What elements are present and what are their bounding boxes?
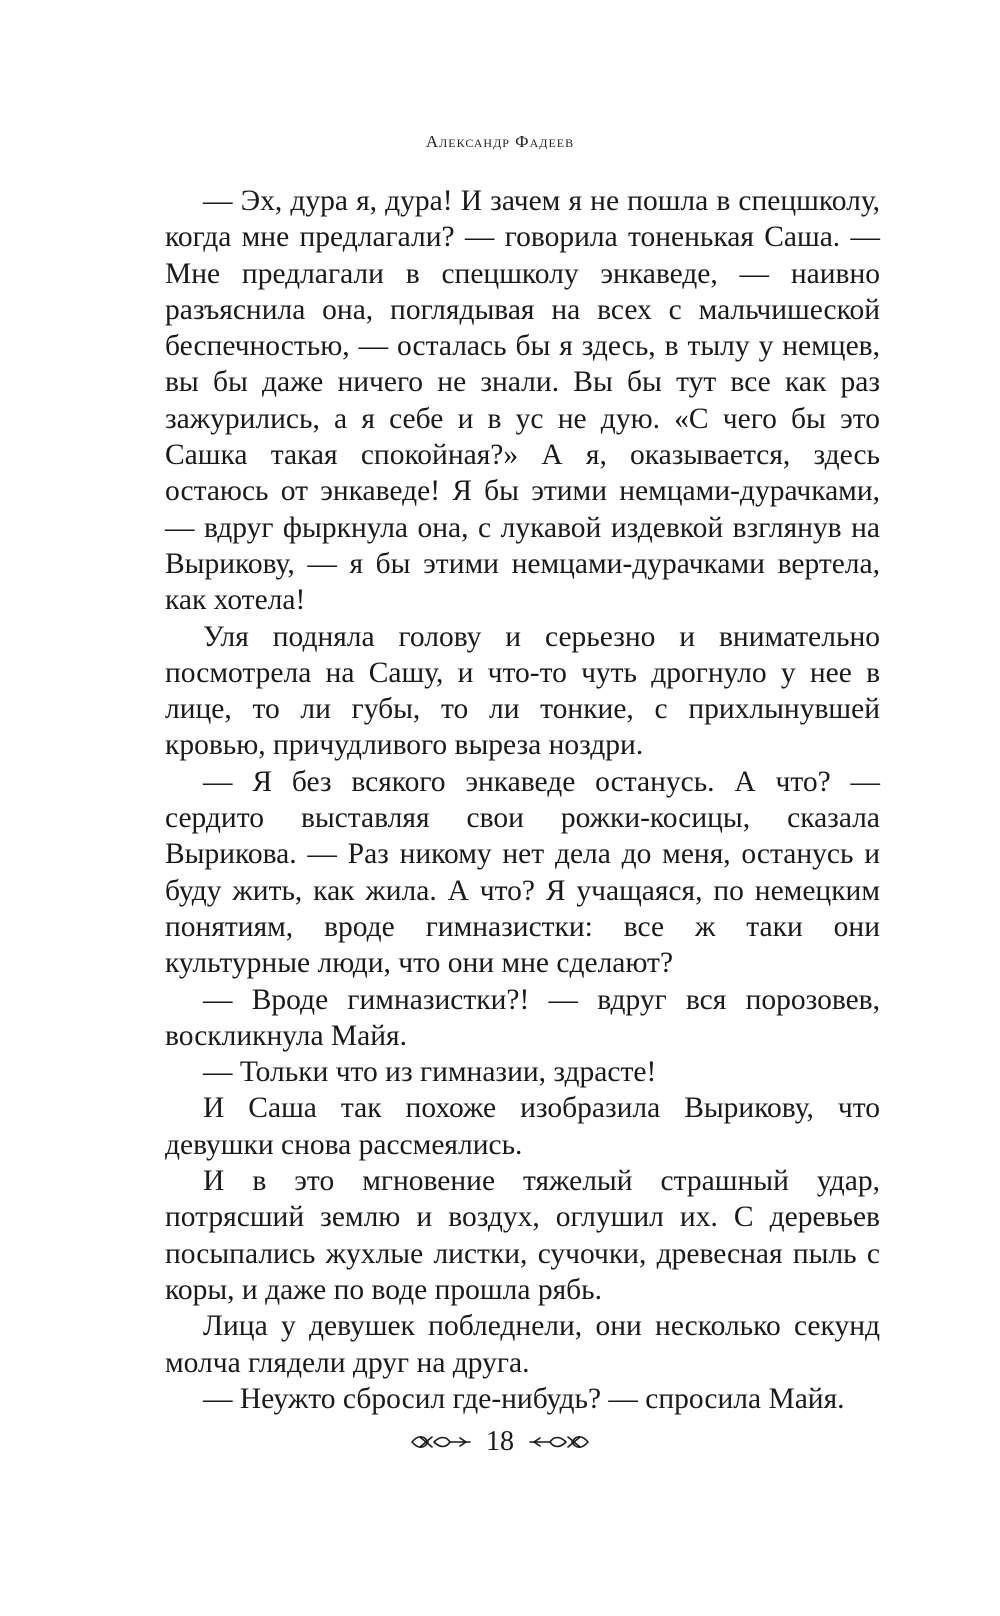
fleuron-right-icon (528, 1432, 590, 1452)
paragraph: — Тольки что из гимназии, здрасте! (203, 1056, 657, 1089)
paragraph: — Я без всякого энкаведе останусь. А что? — сердито выставляя свои рожки-косицы, сказала Вырикова. — Раз никому нет дела до меня, останусь и буду жить, как жила. А что? Я учащаяся, по немецким понятиям, вроде гимназистки: все ж таки они культурные люди, что они мне сделают? (165, 765, 880, 980)
paragraph: И в это мгновение тяжелый страшный удар, потрясший землю и воздух, оглушил их. С деревьев посыпались жухлые листки, сучочки, древесная пыль с коры, и даже по воде прошла рябь. (165, 1165, 880, 1306)
paragraph: И Саша так похоже изобразила Вырикову, что девушки снова рассмеялись. (165, 1092, 880, 1161)
paragraph: — Неужто сбросил где-нибудь? — спросила Майя. (203, 1382, 845, 1415)
paragraph: Уля подняла голову и серьезно и внимательно посмотрела на Сашу, и что-то чуть дрогнуло у нее в лице, то ли губы, то ли тонкие, с прихлынувшей кровью, причудливого выреза ноздри. (165, 620, 880, 762)
fleuron-left-icon (410, 1432, 472, 1452)
body-text (165, 183, 880, 1417)
paragraph: — Эх, дура я, дура! И зачем я не пошла в спецшколу, когда мне предлагали? — говорила тоненькая Саша. — Мне предлагали в спецшколу энкаведе, — наивно разъяснила она, поглядывая на всех с мальчишеской беспечностью, — осталась бы я здесь, в тылу у немцев, вы бы даже ничего не знали. Вы бы тут все как раз зажурились, а я себе и в ус не дую. «С чего бы это Сашка такая спокойная?» А я, оказывается, здесь остаюсь от энкаведе! Я бы этими немцами-дурачками, — вдруг фыркнула она, с лукавой издевкой взглянув на Вырикову, — я бы этими немцами-дурачками вертела, как хотела! (165, 185, 880, 617)
page-footer (0, 1427, 1000, 1457)
page-number: 18 (486, 1426, 514, 1457)
paragraph: Лица у девушек побледнели, они несколько секунд молча глядели друг на друга. (165, 1310, 880, 1379)
running-head-author: Александр Фадеев (425, 132, 575, 151)
paragraph: — Вроде гимназистки?! — вдруг вся порозовев, воскликнула Майя. (165, 983, 880, 1052)
